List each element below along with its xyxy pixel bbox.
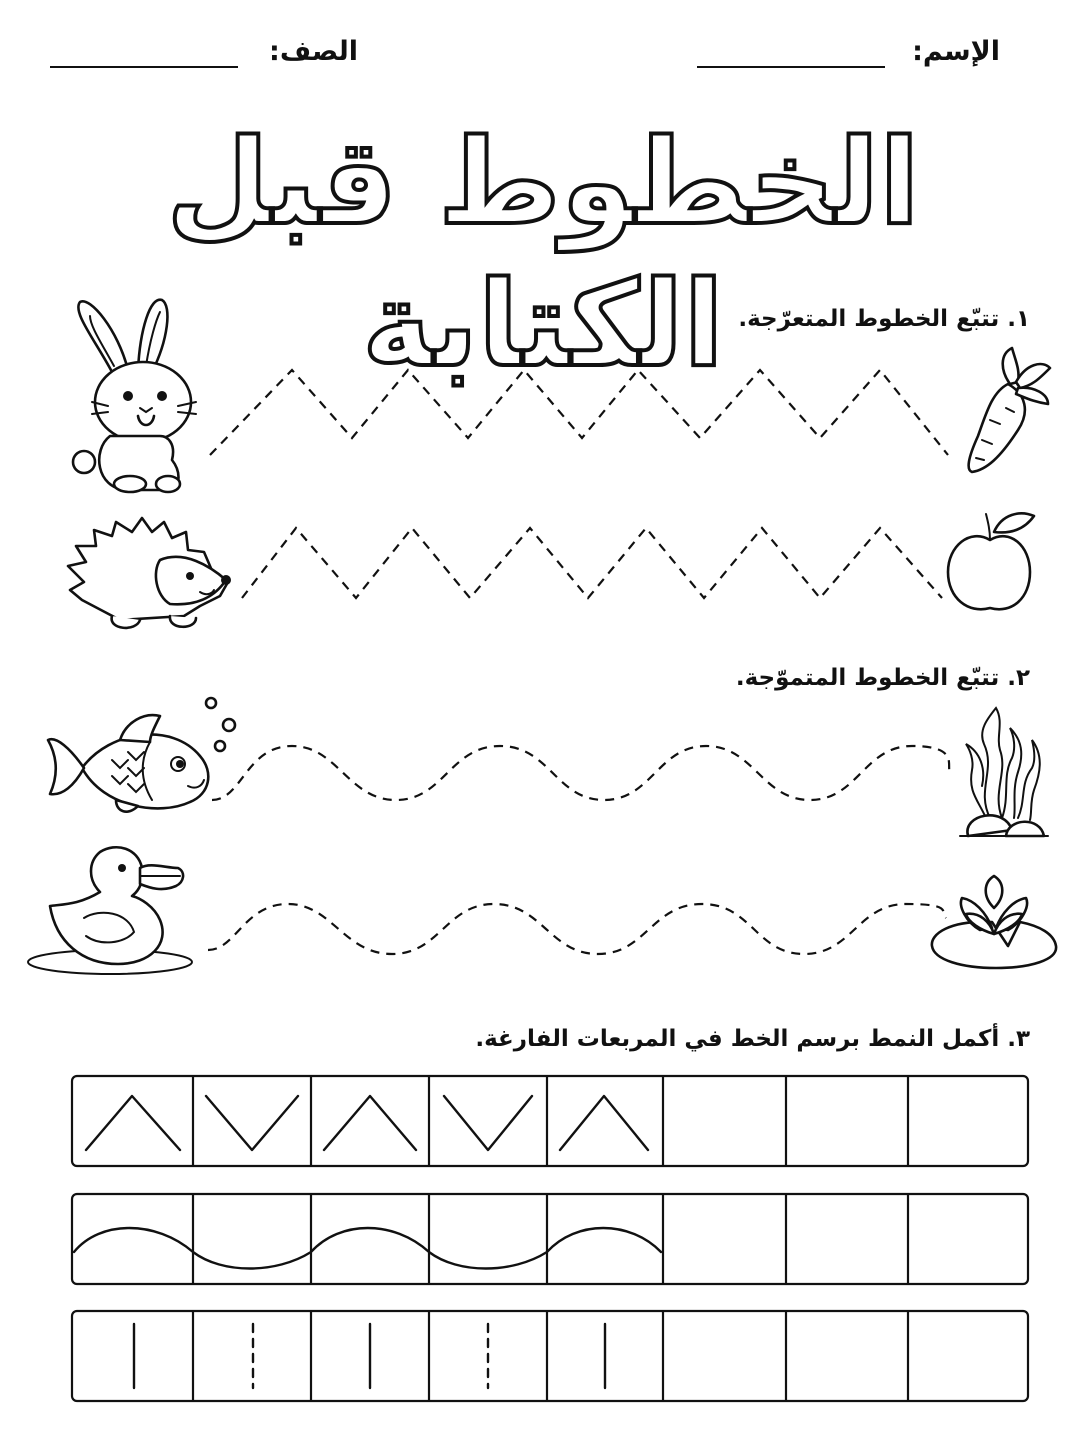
wave-trace-line-2[interactable]: [208, 904, 946, 954]
instruction-2: ٢. تتبّع الخطوط المتموّجة.: [735, 665, 1030, 691]
duck-icon: [28, 847, 192, 974]
apple-icon: [948, 513, 1034, 609]
page-title: الخطوط قبل الكتابة: [166, 113, 920, 393]
carrot-icon: [969, 348, 1050, 472]
name-label: الإسم:: [912, 36, 1000, 67]
instruction-3: ٣. أكمل النمط برسم الخط في المربعات الفارغة.: [475, 1026, 1030, 1052]
pattern-row-wave[interactable]: [72, 1194, 1028, 1284]
fish-icon: [48, 698, 235, 812]
instruction-1: ١. تتبّع الخطوط المتعرّجة.: [738, 306, 1030, 332]
wave-trace-line-1[interactable]: [212, 746, 950, 800]
pattern-row-vertical[interactable]: [72, 1311, 1028, 1401]
seaweed-icon: [960, 708, 1048, 836]
zigzag-trace-line-2[interactable]: [242, 528, 942, 598]
pattern-row-zigzag[interactable]: [72, 1076, 1028, 1166]
class-label: الصف:: [269, 36, 358, 67]
zigzag-trace-line-1[interactable]: [210, 370, 948, 455]
water-lily-icon: [932, 876, 1056, 968]
hedgehog-icon: [68, 518, 231, 628]
bunny-icon: [73, 300, 196, 492]
